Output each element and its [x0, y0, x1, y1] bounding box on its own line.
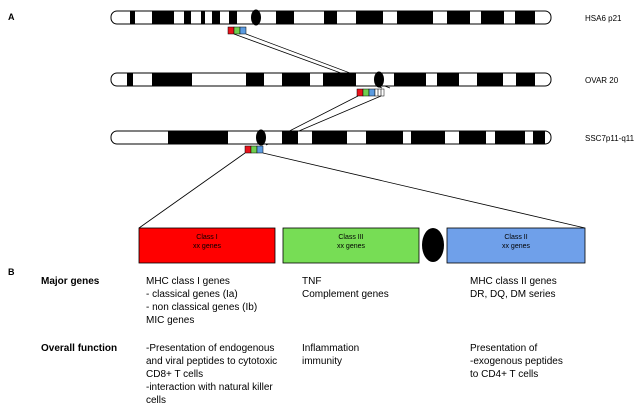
class1-genes: [146, 276, 260, 326]
label-ovar20: OVAR 20: [585, 76, 619, 85]
class1-function: [146, 343, 280, 406]
marker-green: [234, 27, 240, 34]
class1-function-line: CD8+ T cells: [146, 369, 204, 380]
chromosome-hsa6: [111, 10, 551, 35]
label-hsa6: HSA6 p21: [585, 14, 622, 23]
marker-green: [251, 146, 257, 153]
marker-blue: [257, 146, 263, 153]
class2-genes: [470, 276, 559, 300]
class1-gene-line: - classical genes (Ia): [146, 289, 238, 300]
class2-subtitle: xx genes: [501, 243, 531, 250]
class1-function-line: and viral peptides to cytotoxic: [146, 356, 278, 367]
class2-function-line: -exogenous peptides: [470, 356, 563, 367]
marker-red: [245, 146, 251, 153]
marker-red: [357, 89, 363, 96]
label-ssc7: SSC7p11-q11: [585, 134, 635, 143]
class2-gene-line: DR, DQ, DM series: [470, 289, 556, 300]
class3-function-line: immunity: [302, 356, 343, 367]
zoom-line-right: [263, 153, 585, 228]
panel-b-label: B: [8, 267, 15, 277]
class2-function-line: to CD4+ T cells: [470, 369, 539, 380]
class1-gene-line: MHC class I genes: [146, 276, 230, 287]
class3-subtitle: xx genes: [336, 243, 366, 250]
class1-function-line: cells: [146, 395, 167, 406]
mhc-region-bar: [139, 228, 585, 263]
marker-red: [228, 27, 234, 34]
chromosome-ovar20: [111, 72, 551, 97]
marker-striped: [375, 89, 384, 96]
zoom-line-left: [139, 153, 245, 228]
class1-function-line: -Presentation of endogenous: [146, 343, 275, 354]
class3-gene-line: Complement genes: [302, 289, 389, 300]
class2-title: Class II: [504, 234, 528, 241]
marker-green: [363, 89, 369, 96]
class3-function: [302, 343, 362, 367]
region-centromere: [422, 228, 444, 262]
marker-blue: [240, 27, 246, 34]
class2-gene-line: MHC class II genes: [470, 276, 557, 287]
class3-function-line: Inflammation: [302, 343, 360, 354]
class3-genes: [302, 276, 389, 300]
major-genes-label: Major genes: [41, 276, 100, 287]
class1-gene-line: - non classical genes (Ib): [146, 302, 258, 313]
class1-title: Class I: [196, 234, 218, 241]
panel-a-label: A: [8, 12, 15, 22]
class3-title: Class III: [338, 234, 364, 241]
class3-gene-line: TNF: [302, 276, 322, 287]
class2-function-line: Presentation of: [470, 343, 538, 354]
class1-subtitle: xx genes: [192, 243, 222, 250]
class1-function-line: -interaction with natural killer: [146, 382, 273, 393]
marker-blue: [369, 89, 375, 96]
class2-function: [470, 343, 566, 380]
overall-function-label: Overall function: [41, 343, 118, 354]
chromosome-ssc7: [111, 130, 551, 154]
class1-gene-line: MIC genes: [146, 315, 195, 326]
